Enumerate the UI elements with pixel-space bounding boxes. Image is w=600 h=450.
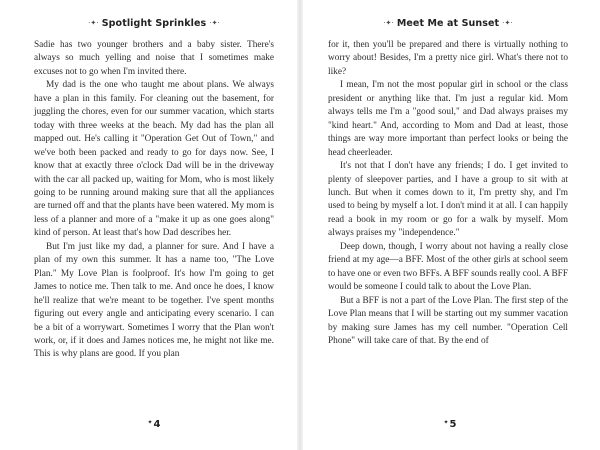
paragraph: Deep down, though, I worry about not having a really close friend at my age—a BFF. Most of the other girls at school seem to have one or even two BFFs. A BFF sounds really cool. A BFF would be someone I could talk to about the Love Plan. xyxy=(328,241,568,293)
sparkle-icon: ·✦· xyxy=(383,19,394,27)
chapter-title: Meet Me at Sunset xyxy=(396,17,500,29)
page-number-left xyxy=(0,419,300,430)
paragraph: for it, then you'll be prepared and there is virtually nothing to worry about! Besides, I'm a pretty nice girl. What's there not to like? xyxy=(328,40,568,77)
paragraph: My dad is the one who taught me about plans. We always have a plan in this family. For cleaning out the basement, for juggling the chores, even for our summer vacation, which starts today with three weeks at the beach. My dad has the plan all mapped out. He's calling it "Operation Get Out of Town," and we've both been packed and ready to go for days now. See, I know that at exactly three o'clock Dad will be in the driveway with the car all packed up, waiting for Mom, who is most likely going to be running around making sure that all the appliances are turned off and that the plants have been watered. My mom is less of a planner and more of a "make it up as one goes along" kind of person. At least that's how Dad describes her. xyxy=(34,80,274,239)
sparkle-icon: ·✦· xyxy=(88,19,99,27)
paragraph: But a BFF is not a part of the Love Plan. The first step of the Love Plan means that I will be starting out my summer vacation by making sure James has my cell number. "Operation Cell Phone" will take care of that. By the end of xyxy=(328,295,568,346)
book-title: Spotlight Sprinkles xyxy=(101,17,207,29)
right-page-text xyxy=(328,39,568,348)
page-number: 5 xyxy=(449,419,457,430)
sparkle-icon: ✦ xyxy=(147,419,153,426)
running-head-left xyxy=(34,14,274,32)
page-number: 4 xyxy=(153,419,161,430)
paragraph: It's not that I don't have any friends; I do. I get invited to plenty of sleepover parties, and I have a group to sit with at lunch. But when it comes down to it, I'm pretty shy, and I'm used to being by myself a lot. I don't mind it at all. I can happily read a book in my room or go for a walk by myself. Mom always praises my "independence." xyxy=(328,161,568,239)
right-page xyxy=(300,0,600,450)
running-head-right xyxy=(328,14,568,32)
page-number-right xyxy=(300,419,600,430)
sparkle-icon: ·✦· xyxy=(502,19,513,27)
paragraph: But I'm just like my dad, a planner for sure. And I have a plan of my own this summer. It has a name too, "The Love Plan." My Love Plan is foolproof. It's how I'm going to get James to notice me. Then talk to me. And once he does, I know he'll realize that we're meant to be together. I've spent months figuring out every angle and anticipating every scenario. I can be a bit of a worrywart. Sometimes I worry that the Plan won't work, or, if it does and James notices me, he might not like me. This is why plans are good. If you plan xyxy=(34,241,274,360)
sparkle-icon: ✦ xyxy=(443,419,449,426)
sparkle-icon: ·✦· xyxy=(209,19,220,27)
left-page-text xyxy=(34,39,274,362)
paragraph: Sadie has two younger brothers and a baby sister. There's always so much yelling and noise that I sometimes make excuses not to go when I'm invited there. xyxy=(34,40,274,77)
paragraph: I mean, I'm not the most popular girl in school or the class president or anything like that. I'm just a regular kid. Mom always tells me I'm a "good soul," and Dad always praises my "kind heart." And, according to Mom and Dad at least, those things are way more important than perfect looks or being the head cheerleader. xyxy=(328,80,568,158)
